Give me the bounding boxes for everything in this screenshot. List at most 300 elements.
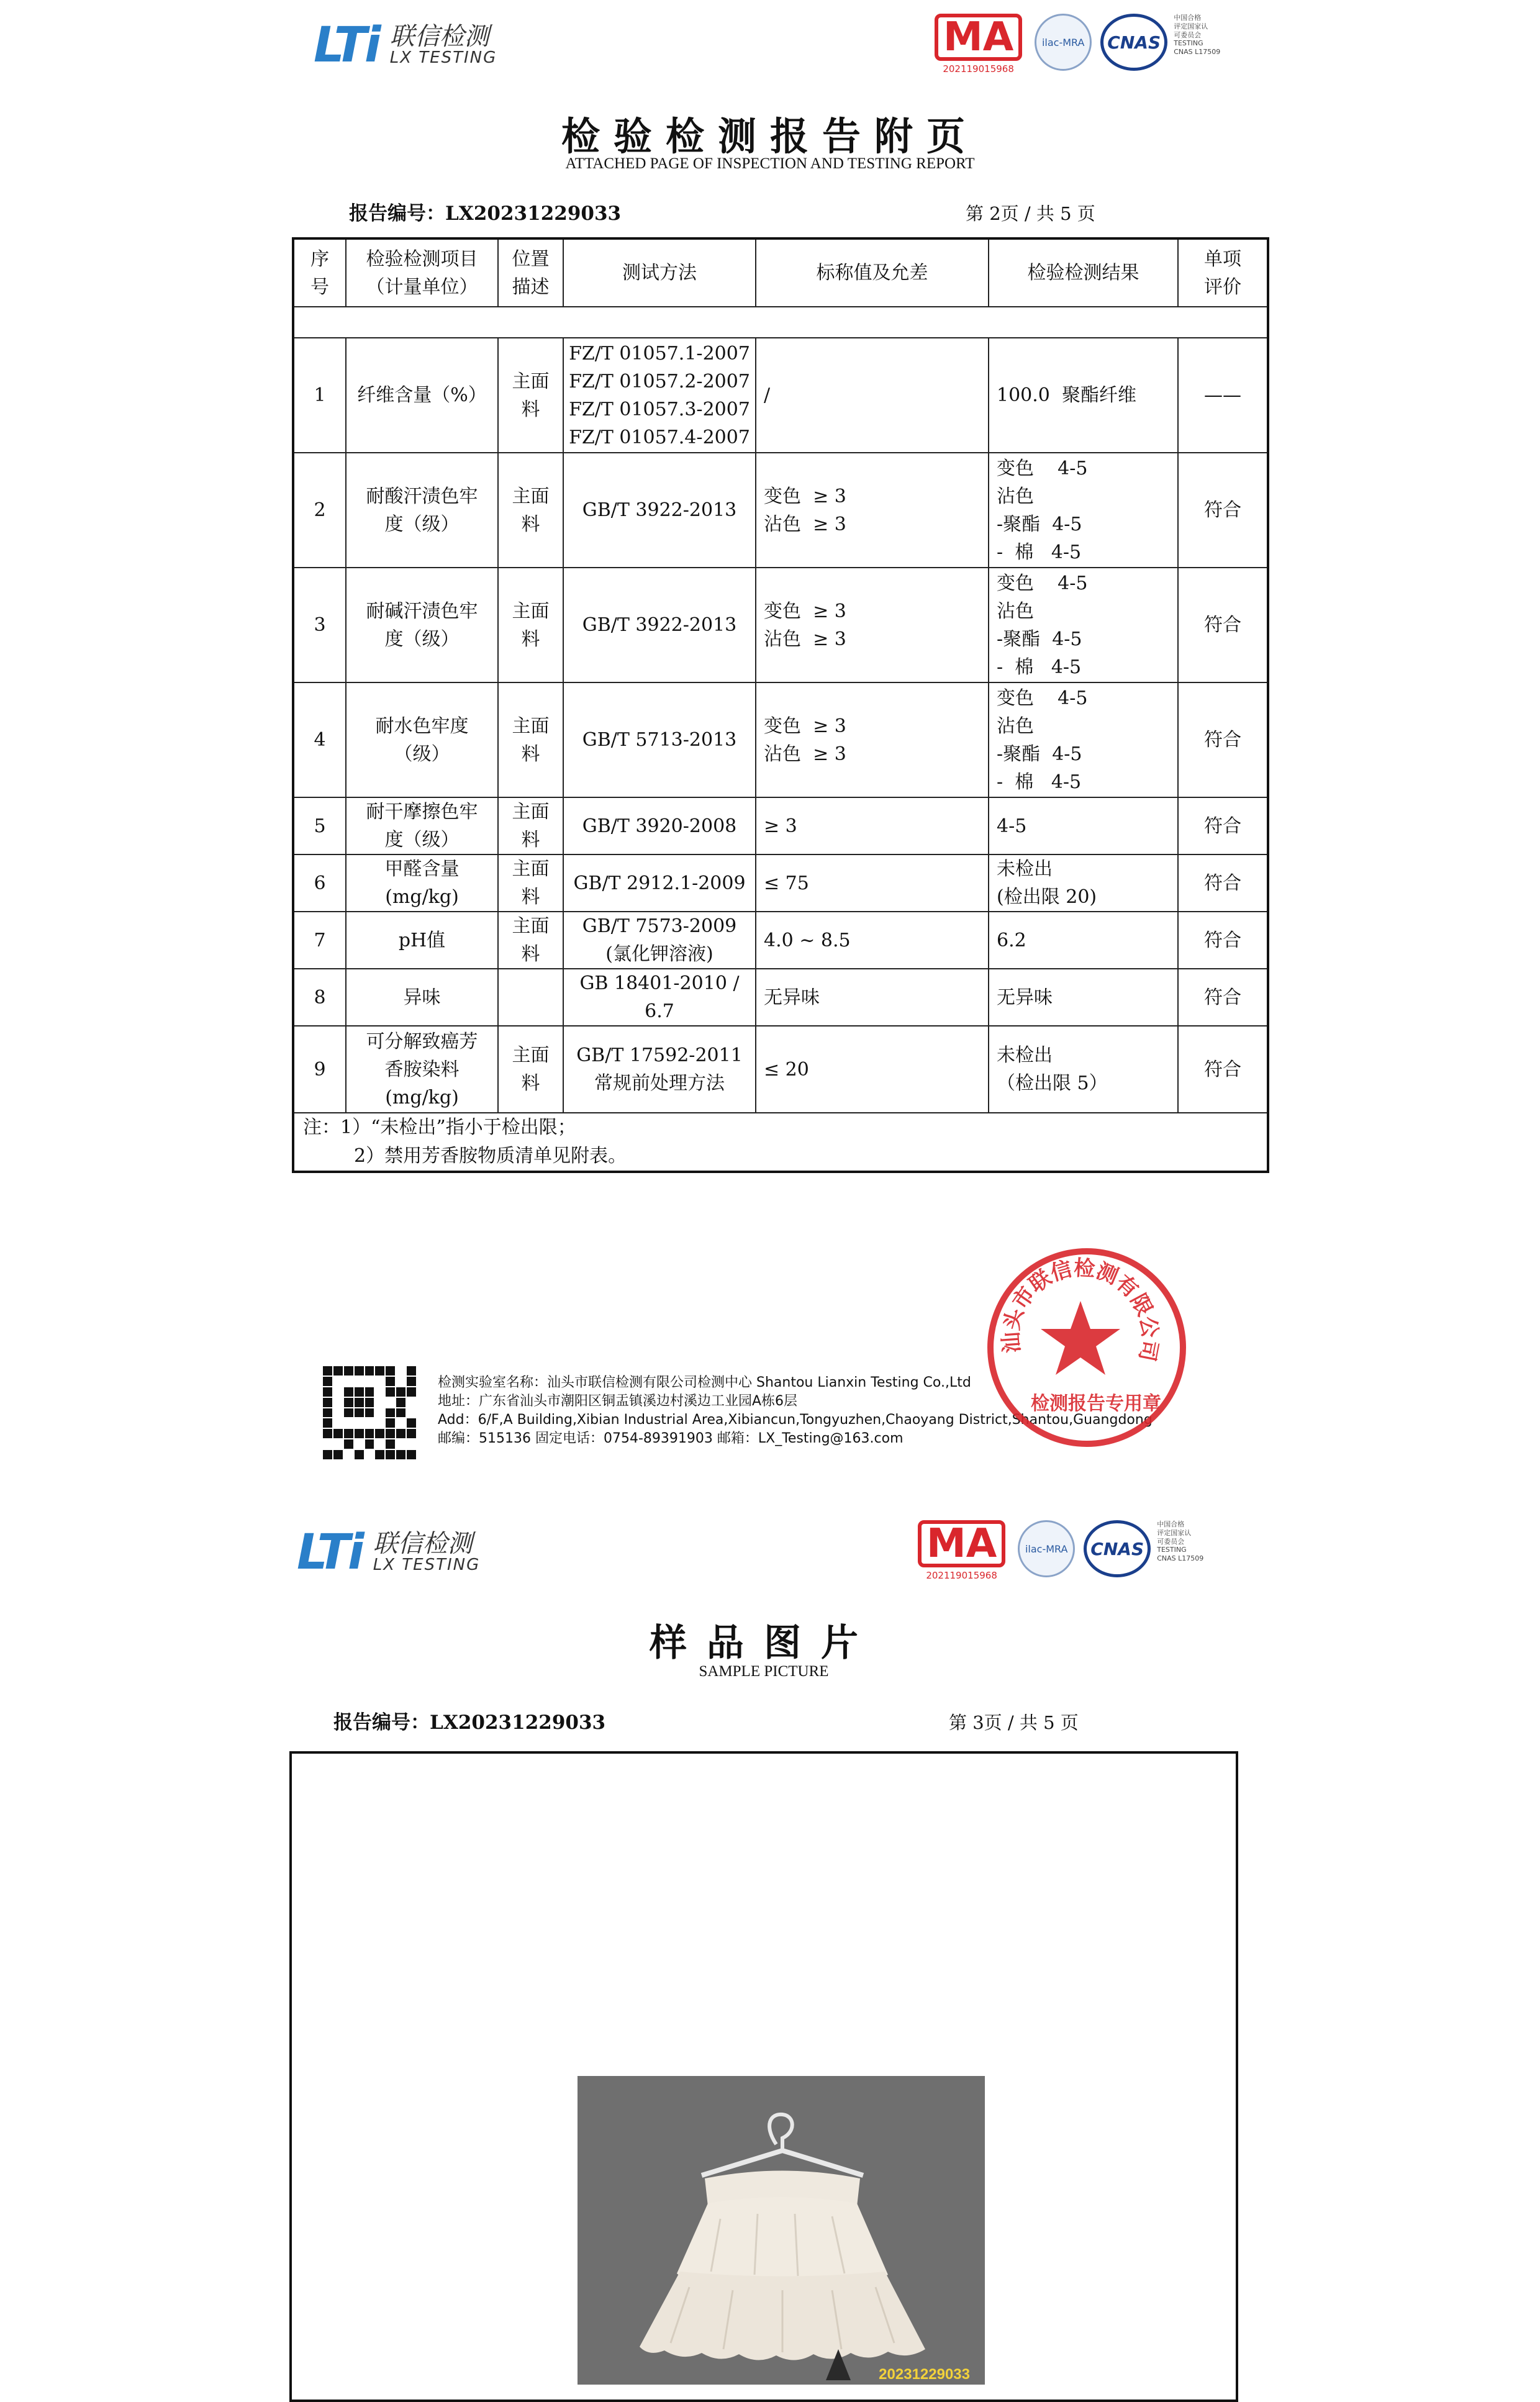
- table-notes-row: [293, 1113, 1268, 1172]
- cell-pos: [498, 568, 563, 682]
- table-row: [293, 568, 1268, 682]
- ma-mark: [935, 14, 1022, 75]
- lx-logo-en: LX TESTING: [373, 1556, 481, 1575]
- spec-line: ≥ 3: [764, 815, 797, 837]
- table-header-row: [293, 238, 1268, 307]
- method-line: FZ/T 01057.4-2007: [569, 426, 750, 448]
- report-number: 报告编号：LX20231229033: [333, 1711, 606, 1734]
- lx-logo: [297, 1525, 480, 1580]
- table-row: [293, 912, 1268, 969]
- item-line: 异味: [403, 986, 441, 1008]
- result-line: 沾色: [997, 715, 1034, 737]
- page-title-cn: 检验检测报告附页: [561, 114, 979, 159]
- cell-item: [346, 453, 498, 568]
- qr-module: [323, 1450, 332, 1459]
- qr-module: [407, 1450, 416, 1459]
- qr-module: [323, 1439, 332, 1449]
- qr-module: [386, 1450, 395, 1459]
- cnas-label: CNAS: [1107, 32, 1161, 53]
- qr-module: [375, 1418, 384, 1428]
- report-number: 报告编号：LX20231229033: [349, 202, 622, 225]
- qr-module: [375, 1439, 384, 1449]
- cell-result: [989, 854, 1178, 912]
- ma-logo: MA: [918, 1520, 1005, 1567]
- pos-line: 料: [521, 886, 540, 908]
- photo-label: 20231229033: [879, 2366, 970, 2383]
- ma-mark: [918, 1520, 1005, 1581]
- item-line: 纤维含量（%）: [357, 384, 487, 406]
- star-icon: [1041, 1301, 1120, 1375]
- lx-logo-cn: 联信检测: [373, 1530, 473, 1559]
- qr-module: [355, 1418, 364, 1428]
- item-line: 度（级）: [384, 513, 460, 535]
- item-line: (mg/kg): [385, 886, 459, 908]
- cell-eval: 符合: [1178, 568, 1268, 682]
- qr-module: [396, 1429, 405, 1438]
- cell-eval: 符合: [1178, 912, 1268, 969]
- cert-side-line: TESTING: [1157, 1546, 1187, 1554]
- qr-module: [407, 1387, 416, 1397]
- qr-module: [396, 1377, 405, 1386]
- pos-line: 主面: [512, 801, 550, 823]
- qr-module: [375, 1398, 384, 1407]
- qr-module: [386, 1418, 395, 1428]
- official-seal: [987, 1248, 1186, 1447]
- qr-module: [396, 1450, 405, 1459]
- table-row: [293, 969, 1268, 1026]
- qr-module: [365, 1387, 374, 1397]
- result-line: 6.2: [997, 929, 1026, 951]
- cell-method: [563, 338, 756, 453]
- table-notes: [293, 1113, 1268, 1172]
- spec-line: 沾色 ≥ 3: [764, 513, 846, 535]
- table-row: [293, 338, 1268, 453]
- inspection-table: [292, 237, 1269, 1173]
- header-cell: 检验检测项目 （计量单位）: [346, 238, 498, 307]
- cert-side-line: 中国合格: [1174, 14, 1202, 22]
- cell-method: [563, 568, 756, 682]
- cell-eval: 符合: [1178, 453, 1268, 568]
- item-line: (mg/kg): [385, 1086, 459, 1108]
- ma-logo: MA: [935, 14, 1022, 61]
- cell-method: [563, 453, 756, 568]
- qr-module: [333, 1398, 343, 1407]
- item-line: pH值: [398, 929, 446, 951]
- method-line: GB/T 7573-2009: [582, 915, 737, 937]
- ilac-mra-icon: [1018, 1520, 1075, 1577]
- spec-line: 变色 ≥ 3: [764, 715, 846, 737]
- cell-pos: [498, 338, 563, 453]
- qr-module: [344, 1387, 353, 1397]
- cnas-side-text: [1174, 14, 1223, 57]
- cell-spec: [756, 453, 989, 568]
- cell-no: 9: [293, 1026, 346, 1113]
- lab-contact: 邮编：515136 固定电话：0754-89391903 邮箱：LX_Testing@163.com: [438, 1431, 904, 1446]
- item-line: 耐酸汗渍色牢: [366, 485, 478, 507]
- qr-module: [323, 1418, 332, 1428]
- qr-module: [386, 1439, 395, 1449]
- method-line: 6.7: [645, 1000, 674, 1022]
- qr-module: [355, 1450, 364, 1459]
- qr-module: [333, 1408, 343, 1418]
- pos-line: 料: [521, 743, 540, 765]
- method-line: GB/T 2912.1-2009: [573, 872, 746, 894]
- qr-module: [323, 1408, 332, 1418]
- cell-spec: [756, 854, 989, 912]
- cell-item: [346, 1026, 498, 1113]
- pos-line: 料: [521, 398, 540, 420]
- result-line: 沾色: [997, 600, 1034, 622]
- table-spacer-row: [293, 307, 1268, 338]
- cell-pos: [498, 912, 563, 969]
- ilac-label: ilac-MRA: [1041, 36, 1085, 48]
- qr-module: [407, 1429, 416, 1438]
- lx-logo: [314, 17, 497, 73]
- sample-title-en: SAMPLE PICTURE: [699, 1663, 829, 1680]
- qr-module: [344, 1450, 353, 1459]
- cell-eval: 符合: [1178, 969, 1268, 1026]
- result-line: 沾色: [997, 485, 1034, 507]
- header-cell: 序 号: [293, 238, 346, 307]
- result-line: 未检出: [997, 1045, 1053, 1066]
- result-line: -聚酯 4-5: [997, 513, 1082, 535]
- method-line: GB 18401-2010 /: [579, 972, 740, 994]
- result-line: - 棉 4-5: [997, 771, 1082, 793]
- cert-side-line: 中国合格: [1157, 1520, 1185, 1528]
- pos-line: 主面: [512, 600, 550, 622]
- method-line: GB/T 3920-2008: [582, 815, 737, 837]
- seal-top-text: 汕头市联信检测有限公司: [999, 1256, 1163, 1364]
- spec-line: 沾色 ≥ 3: [764, 628, 846, 650]
- certification-marks: [918, 1520, 1207, 1581]
- cell-spec: [756, 338, 989, 453]
- qr-module: [375, 1450, 384, 1459]
- ilac-label: ilac-MRA: [1025, 1543, 1068, 1555]
- cell-eval: ——: [1178, 338, 1268, 453]
- cert-side-line: CNAS L17509: [1174, 48, 1221, 56]
- cert-side-line: TESTING: [1174, 39, 1203, 48]
- cert-side-line: 可委员会: [1157, 1537, 1185, 1546]
- cell-spec: [756, 682, 989, 797]
- table-row: [293, 453, 1268, 568]
- method-line: FZ/T 01057.3-2007: [569, 398, 750, 420]
- result-line: 变色 4-5: [997, 457, 1088, 479]
- cell-result: [989, 453, 1178, 568]
- qr-module: [355, 1439, 364, 1449]
- cert-side-line: 评定国家认: [1174, 22, 1208, 30]
- qr-module: [333, 1366, 343, 1375]
- sample-photo: [578, 2076, 985, 2385]
- result-line: 4-5: [997, 815, 1027, 837]
- lab-name: 检测实验室名称：汕头市联信检测有限公司检测中心 Shantou Lianxin Testing Co.,Ltd: [438, 1375, 971, 1390]
- cell-result: [989, 969, 1178, 1026]
- qr-module: [323, 1366, 332, 1375]
- cell-item: [346, 682, 498, 797]
- qr-module: [355, 1387, 364, 1397]
- cell-no: 6: [293, 854, 346, 912]
- cell-pos: [498, 682, 563, 797]
- result-line: -聚酯 4-5: [997, 628, 1082, 650]
- item-line: （级）: [394, 743, 450, 765]
- method-line: (氯化钾溶液): [605, 943, 713, 965]
- skirt-image: [578, 2076, 985, 2385]
- qr-module: [355, 1377, 364, 1386]
- qr-module: [333, 1377, 343, 1386]
- qr-module: [344, 1429, 353, 1438]
- qr-module: [375, 1377, 384, 1386]
- qr-module: [386, 1366, 395, 1375]
- method-line: 常规前处理方法: [594, 1072, 725, 1094]
- cell-eval: 符合: [1178, 854, 1268, 912]
- qr-module: [355, 1398, 364, 1407]
- qr-module: [396, 1398, 405, 1407]
- qr-module: [333, 1387, 343, 1397]
- page-title-en: ATTACHED PAGE OF INSPECTION AND TESTING REPORT: [565, 155, 975, 172]
- item-line: 耐水色牢度: [375, 715, 469, 737]
- qr-module: [344, 1408, 353, 1418]
- cnas-icon: [1084, 1520, 1151, 1577]
- cell-item: [346, 797, 498, 854]
- cell-eval: 符合: [1178, 797, 1268, 854]
- qr-module: [355, 1366, 364, 1375]
- qr-module: [407, 1439, 416, 1449]
- spec-line: 变色 ≥ 3: [764, 485, 846, 507]
- table-row: [293, 1026, 1268, 1113]
- spec-line: 4.0 ~ 8.5: [764, 929, 851, 951]
- qr-module: [365, 1439, 374, 1449]
- lab-address-en: Add：6/F,A Building,Xibian Industrial Area,Xibiancun,Tongyuzhen,Chaoyang District,Shantou,Guangdong: [438, 1412, 1153, 1428]
- sample-title-cn: 样品图片: [650, 1621, 878, 1665]
- pos-line: 主面: [512, 370, 550, 392]
- pos-line: 主面: [512, 858, 550, 880]
- header-cell: 位置 描述: [498, 238, 563, 307]
- pos-line: 料: [521, 628, 540, 650]
- cell-result: [989, 568, 1178, 682]
- cnas-label: CNAS: [1090, 1538, 1144, 1559]
- cell-pos: [498, 1026, 563, 1113]
- cell-no: 2: [293, 453, 346, 568]
- method-line: GB/T 5713-2013: [582, 729, 737, 751]
- qr-module: [323, 1429, 332, 1438]
- cell-no: 7: [293, 912, 346, 969]
- qr-module: [396, 1387, 405, 1397]
- spec-line: ≤ 20: [764, 1058, 809, 1081]
- header-cell: 检验检测结果: [989, 238, 1178, 307]
- table-row: [293, 854, 1268, 912]
- cell-no: 8: [293, 969, 346, 1026]
- cert-side-line: 评定国家认: [1157, 1528, 1192, 1537]
- cell-item: [346, 969, 498, 1026]
- qr-module: [323, 1377, 332, 1386]
- method-line: FZ/T 01057.1-2007: [569, 342, 750, 365]
- item-line: 度（级）: [384, 829, 460, 851]
- header-cell: 测试方法: [563, 238, 756, 307]
- cell-item: [346, 338, 498, 453]
- qr-module: [344, 1366, 353, 1375]
- qr-module: [365, 1418, 374, 1428]
- item-line: 香胺染料: [384, 1058, 460, 1081]
- qr-module: [333, 1439, 343, 1449]
- cell-spec: [756, 912, 989, 969]
- result-line: 无异味: [997, 986, 1053, 1008]
- qr-module: [375, 1387, 384, 1397]
- result-line: 变色 4-5: [997, 572, 1088, 594]
- spec-line: 沾色 ≥ 3: [764, 743, 846, 765]
- ilac-mra-icon: [1035, 14, 1092, 71]
- cert-side-line: CNAS L17509: [1157, 1554, 1204, 1562]
- pos-line: 料: [521, 513, 540, 535]
- result-line: (检出限 20): [997, 886, 1097, 908]
- result-line: 变色 4-5: [997, 687, 1088, 709]
- cell-item: [346, 912, 498, 969]
- cell-method: [563, 1026, 756, 1113]
- cell-method: [563, 854, 756, 912]
- cell-result: [989, 338, 1178, 453]
- table-row: [293, 797, 1268, 854]
- qr-module: [355, 1429, 364, 1438]
- qr-module: [375, 1408, 384, 1418]
- spec-line: /: [764, 384, 771, 406]
- cell-spec: [756, 797, 989, 854]
- qr-module: [386, 1377, 395, 1386]
- qr-module: [396, 1366, 405, 1375]
- method-line: GB/T 17592-2011: [576, 1045, 743, 1066]
- cell-pos: [498, 797, 563, 854]
- qr-module: [355, 1408, 364, 1418]
- cell-result: [989, 912, 1178, 969]
- result-line: （检出限 5）: [997, 1072, 1108, 1094]
- result-line: - 棉 4-5: [997, 541, 1082, 563]
- lx-logo-en: LX TESTING: [389, 48, 497, 68]
- lx-logo-cn: 联信检测: [389, 22, 489, 52]
- qr-module: [365, 1429, 374, 1438]
- cell-method: [563, 797, 756, 854]
- pos-line: 料: [521, 829, 540, 851]
- qr-module: [344, 1398, 353, 1407]
- qr-module: [386, 1398, 395, 1407]
- qr-module: [344, 1439, 353, 1449]
- item-line: 可分解致癌芳: [366, 1030, 478, 1053]
- pos-line: 主面: [512, 485, 550, 507]
- qr-module: [386, 1387, 395, 1397]
- qr-module: [333, 1418, 343, 1428]
- qr-module: [375, 1429, 384, 1438]
- cell-pos: [498, 854, 563, 912]
- qr-module: [375, 1366, 384, 1375]
- method-line: GB/T 3922-2013: [582, 499, 737, 521]
- page-number: 第 2页 / 共 5 页: [966, 203, 1095, 224]
- qr-module: [396, 1439, 405, 1449]
- pos-line: 主面: [512, 915, 550, 937]
- cell-spec: [756, 1026, 989, 1113]
- pos-line: 主面: [512, 715, 550, 737]
- cell-pos: [498, 453, 563, 568]
- result-line: 未检出: [997, 858, 1053, 880]
- qr-module: [365, 1366, 374, 1375]
- result-line: - 棉 4-5: [997, 656, 1082, 678]
- cell-method: [563, 912, 756, 969]
- cell-result: [989, 682, 1178, 797]
- certification-marks: [935, 14, 1223, 75]
- lab-address-cn: 地址：广东省汕头市潮阳区铜盂镇溪边村溪边工业园A栋6层: [438, 1394, 798, 1409]
- qr-module: [344, 1418, 353, 1428]
- cell-method: [563, 969, 756, 1026]
- cell-no: 1: [293, 338, 346, 453]
- cell-no: 4: [293, 682, 346, 797]
- qr-module: [365, 1450, 374, 1459]
- cell-result: [989, 1026, 1178, 1113]
- cell-result: [989, 797, 1178, 854]
- pos-line: 主面: [512, 1045, 550, 1066]
- cell-spec: [756, 969, 989, 1026]
- qr-module: [407, 1408, 416, 1418]
- cnas-side-text: [1157, 1520, 1207, 1563]
- qr-module: [344, 1377, 353, 1386]
- ma-number: 202119015968: [926, 1570, 997, 1581]
- qr-module: [365, 1408, 374, 1418]
- qr-module: [407, 1377, 416, 1386]
- pos-line: 料: [521, 943, 540, 965]
- qr-module: [365, 1377, 374, 1386]
- qr-module: [323, 1398, 332, 1407]
- qr-module: [407, 1366, 416, 1375]
- cell-pos: [498, 969, 563, 1026]
- seal-bottom-text: 检测报告专用章: [1031, 1393, 1161, 1415]
- spec-line: 变色 ≥ 3: [764, 600, 846, 622]
- qr-module: [333, 1450, 343, 1459]
- qr-module: [386, 1408, 395, 1418]
- qr-module: [396, 1418, 405, 1428]
- qr-module: [365, 1398, 374, 1407]
- qr-module: [407, 1418, 416, 1428]
- cell-item: [346, 568, 498, 682]
- item-line: 耐碱汗渍色牢: [366, 600, 478, 622]
- cell-method: [563, 682, 756, 797]
- method-line: GB/T 3922-2013: [582, 614, 737, 636]
- header-cell: 单项 评价: [1178, 238, 1268, 307]
- item-line: 甲醛含量: [384, 858, 460, 880]
- table-row: [293, 682, 1268, 797]
- result-line: 100.0 聚酯纤维: [997, 384, 1136, 406]
- cell-item: [346, 854, 498, 912]
- qr-code: [323, 1366, 416, 1459]
- cell-spec: [756, 568, 989, 682]
- method-line: FZ/T 01057.2-2007: [569, 370, 750, 392]
- spec-line: 无异味: [764, 986, 820, 1008]
- lx-logo-mark: LTi: [297, 1525, 362, 1580]
- lx-logo-mark: LTi: [314, 17, 379, 73]
- cell-no: 3: [293, 568, 346, 682]
- spec-line: ≤ 75: [764, 872, 809, 894]
- cert-side-line: 可委员会: [1174, 30, 1202, 39]
- header-cell: 标称值及允差: [756, 238, 989, 307]
- cell-eval: 符合: [1178, 682, 1268, 797]
- qr-module: [407, 1398, 416, 1407]
- cell-no: 5: [293, 797, 346, 854]
- result-line: -聚酯 4-5: [997, 743, 1082, 765]
- pos-line: 料: [521, 1072, 540, 1094]
- qr-module: [396, 1408, 405, 1418]
- qr-module: [333, 1429, 343, 1438]
- note-line: 注：1）“未检出”指小于检出限；: [303, 1117, 576, 1138]
- item-line: 耐干摩擦色牢: [366, 801, 478, 823]
- qr-module: [386, 1429, 395, 1438]
- ma-number: 202119015968: [943, 63, 1014, 75]
- page-number: 第 3页 / 共 5 页: [949, 1712, 1079, 1733]
- cnas-icon: [1100, 14, 1167, 71]
- cell-eval: 符合: [1178, 1026, 1268, 1113]
- item-line: 度（级）: [384, 628, 460, 650]
